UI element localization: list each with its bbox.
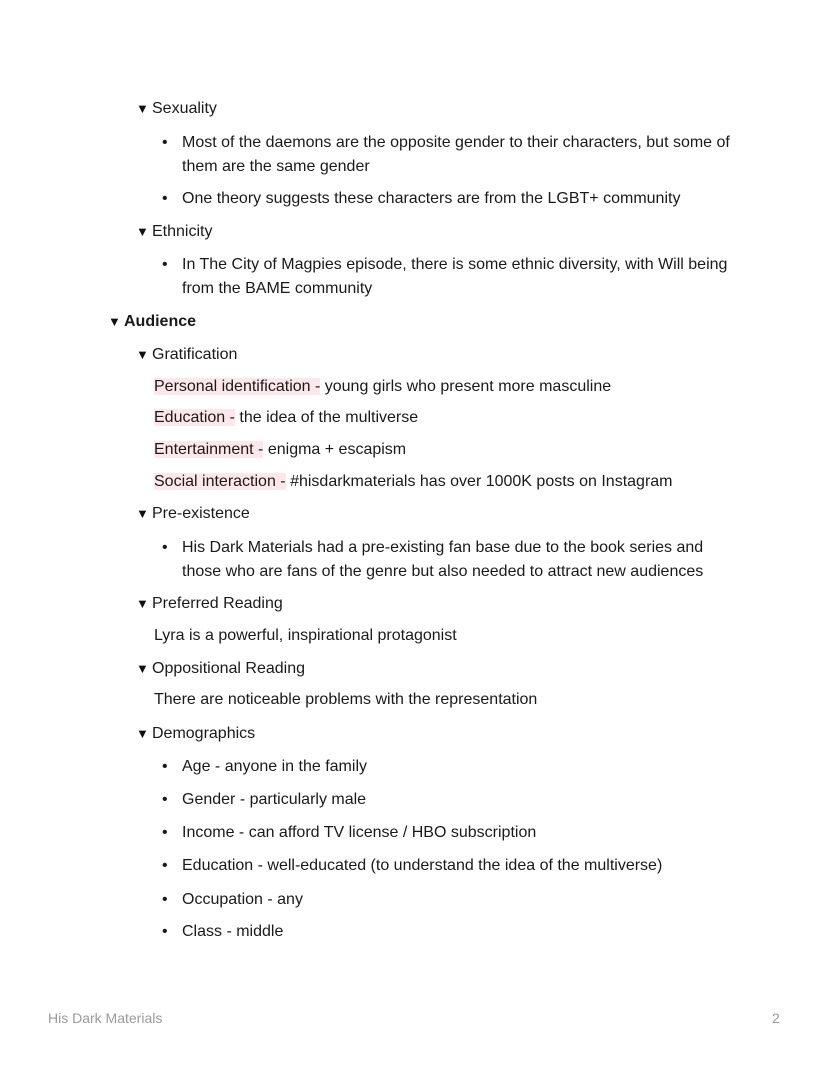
toggle-label: Gratification: [152, 346, 238, 363]
toggle-sexuality[interactable]: [136, 97, 217, 121]
caret-down-icon[interactable]: ▼: [136, 224, 149, 239]
toggle-pre-existence[interactable]: [136, 502, 250, 526]
toggle-oppositional-reading[interactable]: [136, 657, 305, 681]
highlighted-term: Social interaction -: [154, 473, 286, 490]
list-item: • Class - middle: [182, 920, 742, 944]
toggle-gratification[interactable]: [136, 343, 237, 367]
toggle-label: Preferred Reading: [152, 595, 283, 612]
caret-down-icon[interactable]: ▼: [108, 314, 121, 329]
caret-down-icon[interactable]: ▼: [136, 506, 149, 521]
toggle-label: Ethnicity: [152, 223, 213, 240]
list-item: • Occupation - any: [182, 888, 742, 912]
caret-down-icon[interactable]: ▼: [136, 347, 149, 362]
list-item: • His Dark Materials had a pre-existing fan base due to the book series and those who are fans of the genre but also needed to attract new audiences: [182, 536, 742, 584]
footer-title: His Dark Materials: [48, 1010, 163, 1026]
bullet-icon: •: [162, 891, 168, 908]
caret-down-icon[interactable]: ▼: [136, 596, 149, 611]
toggle-label: Oppositional Reading: [152, 660, 305, 677]
gratification-line: Education - the idea of the multiverse: [154, 409, 419, 426]
gratification-line: Personal identification - young girls who present more masculine: [154, 378, 612, 395]
bullet-icon: •: [162, 824, 168, 841]
paragraph: There are noticeable problems with the representation: [154, 691, 538, 708]
toggle-demographics[interactable]: [136, 722, 255, 746]
bullet-icon: •: [162, 857, 168, 874]
caret-down-icon[interactable]: ▼: [136, 726, 149, 741]
toggle-label: Pre-existence: [152, 505, 250, 522]
toggle-label: Demographics: [152, 725, 256, 742]
toggle-audience[interactable]: [108, 310, 196, 334]
bullet-icon: •: [162, 791, 168, 808]
list-item: • In The City of Magpies episode, there is some ethnic diversity, with Will being from the BAME community: [182, 253, 742, 301]
highlighted-term: Education -: [154, 409, 235, 426]
toggle-label: Sexuality: [152, 100, 217, 117]
highlighted-term: Personal identification -: [154, 378, 321, 395]
list-item: • Education - well-educated (to understand the idea of the multiverse): [182, 854, 742, 878]
caret-down-icon[interactable]: ▼: [136, 661, 149, 676]
list-item: • One theory suggests these characters are from the LGBT+ community: [182, 187, 742, 211]
toggle-ethnicity[interactable]: [136, 220, 212, 244]
caret-down-icon[interactable]: ▼: [136, 101, 149, 116]
list-item: • Age - anyone in the family: [182, 755, 742, 779]
page-number: 2: [772, 1010, 780, 1026]
highlighted-term: Entertainment -: [154, 441, 264, 458]
bullet-icon: •: [162, 539, 168, 556]
list-item: • Most of the daemons are the opposite gender to their characters, but some of them are the same gender: [182, 131, 742, 179]
gratification-line: Entertainment - enigma + escapism: [154, 441, 407, 458]
list-item: • Gender - particularly male: [182, 788, 742, 812]
bullet-icon: •: [162, 134, 168, 151]
paragraph: Lyra is a powerful, inspirational protagonist: [154, 627, 457, 644]
toggle-label: Audience: [124, 313, 197, 330]
list-item: • Income - can afford TV license / HBO subscription: [182, 821, 742, 845]
gratification-line: Social interaction - #hisdarkmaterials has over 1000K posts on Instagram: [154, 473, 673, 490]
bullet-icon: •: [162, 256, 168, 273]
toggle-preferred-reading[interactable]: [136, 592, 283, 616]
bullet-icon: •: [162, 758, 168, 775]
bullet-icon: •: [162, 923, 168, 940]
bullet-icon: •: [162, 190, 168, 207]
